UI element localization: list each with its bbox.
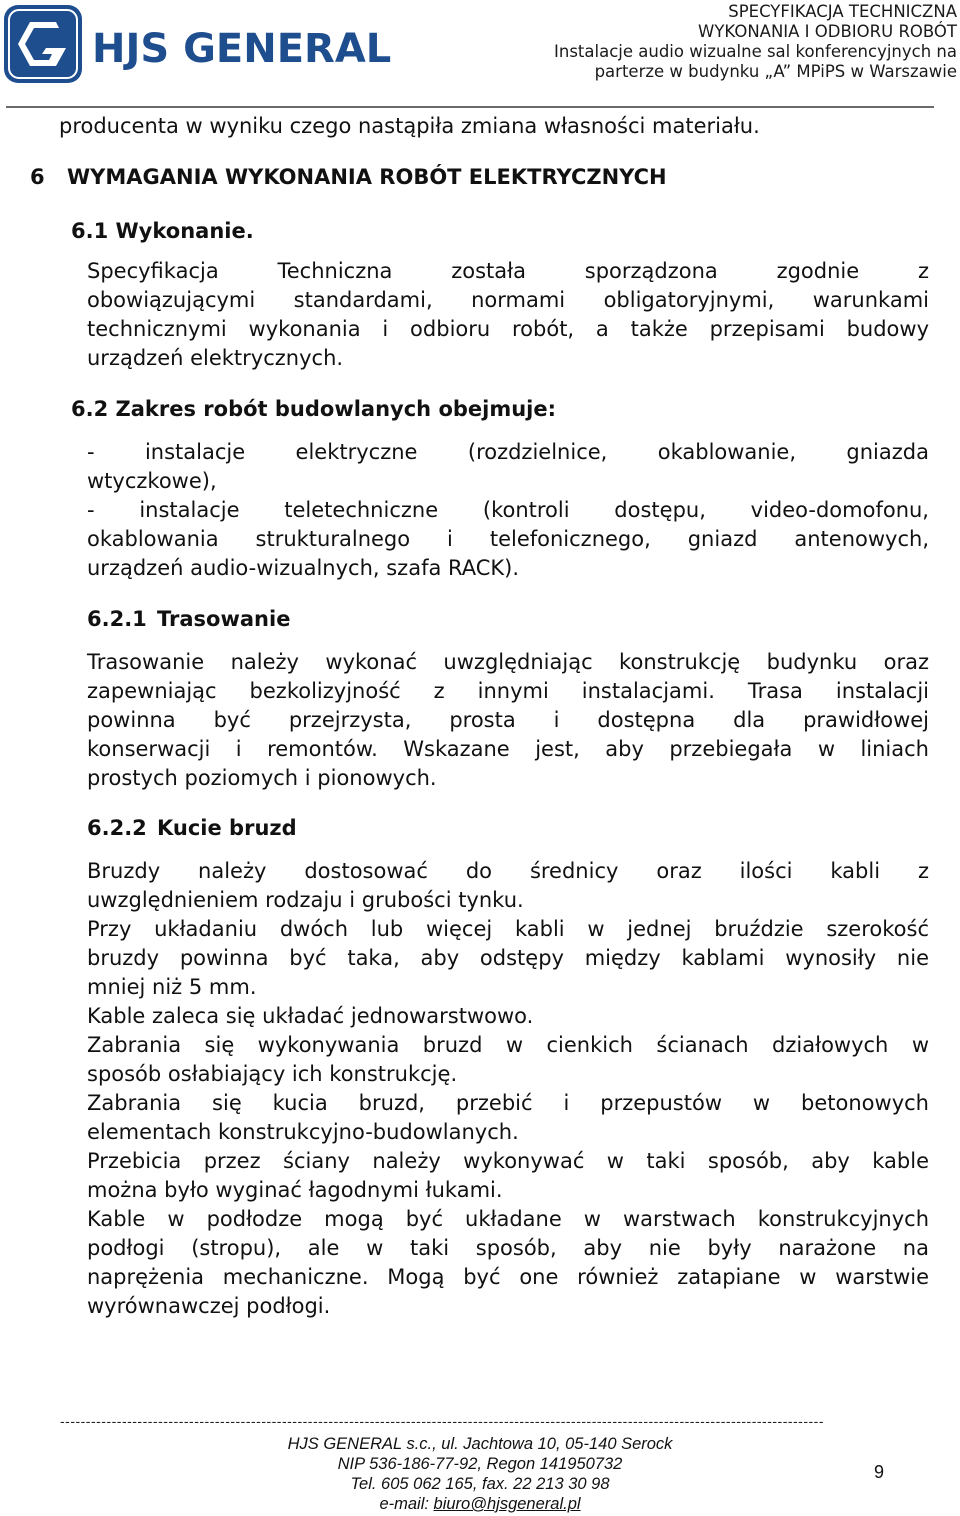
list-item: - instalacje teletechniczne (kontroli dostępu, video-domofonu,: [87, 498, 929, 522]
text-line: Przy układaniu dwóch lub więcej kabli w jednej bruździe szerokość: [87, 917, 929, 941]
text-line: Przebicia przez ściany należy wykonywać w taki sposób, aby kable: [87, 1149, 929, 1173]
footer-phone: Tel. 605 062 165, fax. 22 213 30 98: [350, 1475, 610, 1493]
footer-address: HJS GENERAL s.c., ul. Jachtowa 10, 05-140 Serock: [287, 1435, 673, 1453]
header-line: SPECYFIKACJA TECHNICZNA: [728, 2, 957, 21]
footer-email-line: [230, 1494, 730, 1514]
text-line: zapewniając bezkolizyjność z innymi instalacjami. Trasa instalacji: [87, 679, 929, 703]
text-line: podłogi (stropu), ale w taki sposób, aby nie były narażone na: [87, 1236, 929, 1260]
text-line: urządzeń elektrycznych.: [87, 346, 344, 370]
section-6-2-2-title: Kucie bruzd: [157, 816, 297, 840]
text-line: okablowania strukturalnego i telefonicznego, gniazd antenowych,: [87, 527, 929, 551]
text-line: Specyfikacja Techniczna została sporządzona zgodnie z: [87, 259, 929, 283]
page-header: [0, 0, 960, 104]
section-6-2-2-number: 6.2.2: [87, 816, 147, 840]
text-line: powinna być przejrzysta, prosta i dostępna dla prawidłowej: [87, 708, 929, 732]
text-line: sposób osłabiający ich konstrukcję.: [87, 1062, 458, 1086]
section-6-title: WYMAGANIA WYKONANIA ROBÓT ELEKTRYCZNYCH: [67, 165, 667, 189]
footer-tax-ids: NIP 536-186-77-92, Regon 141950732: [337, 1455, 623, 1473]
header-line: Instalacje audio wizualne sal konferencyjnych na: [554, 42, 957, 61]
text-line: obowiązującymi standardami, normami obligatoryjnymi, warunkami: [87, 288, 929, 312]
section-6-2-1-number: 6.2.1: [87, 607, 147, 631]
text-line: Zabrania się wykonywania bruzd w cienkich ścianach działowych w: [87, 1033, 929, 1057]
text-line: wyrównawczej podłogi.: [87, 1294, 331, 1318]
section-6-2-1-title: Trasowanie: [157, 607, 291, 631]
footer-email-label: e-mail:: [379, 1495, 434, 1513]
list-item: - instalacje elektryczne (rozdzielnice, okablowanie, gniazda: [87, 440, 929, 464]
text-line: Zabrania się kucia bruzd, przebić i przepustów w betonowych: [87, 1091, 929, 1115]
intro-paragraph: producenta w wyniku czego nastąpiła zmiana własności materiału.: [59, 114, 760, 138]
company-logo: [4, 2, 392, 86]
header-divider: [6, 106, 934, 108]
text-line: naprężenia mechaniczne. Mogą być one również zatapiane w warstwie: [87, 1265, 929, 1289]
text-line: Kable w podłodze mogą być układane w warstwach konstrukcyjnych: [87, 1207, 929, 1231]
header-line: WYKONANIA I ODBIORU ROBÓT: [698, 22, 957, 41]
text-line: wtyczkowe),: [87, 469, 217, 493]
section-6-2-title: 6.2 Zakres robót budowlanych obejmuje:: [71, 397, 557, 421]
text-line: technicznymi wykonania i odbioru robót, a także przepisami budowy: [87, 317, 929, 341]
logo-text: HJS GENERAL: [92, 26, 392, 72]
text-line: Kable zaleca się układać jednowarstwowo.: [87, 1004, 534, 1028]
email-link[interactable]: biuro@hjsgeneral.pl: [433, 1495, 581, 1513]
text-line: Trasowanie należy wykonać uwzględniając konstrukcję budynku oraz: [87, 650, 929, 674]
logo-graphic: [4, 2, 392, 86]
text-line: uwzględnieniem rodzaju i grubości tynku.: [87, 888, 524, 912]
text-line: elementach konstrukcyjno-budowlanych.: [87, 1120, 519, 1144]
section-6-number: 6: [30, 165, 45, 189]
text-line: Bruzdy należy dostosować do średnicy oraz ilości kabli z: [87, 859, 929, 883]
text-line: bruzdy powinna być taka, aby odstępy między kablami wynosiły nie: [87, 946, 929, 970]
text-line: mniej niż 5 mm.: [87, 975, 257, 999]
text-line: urządzeń audio-wizualnych, szafa RACK).: [87, 556, 520, 580]
text-line: konserwacji i remontów. Wskazane jest, aby przebiegała w liniach: [87, 737, 929, 761]
text-line: można było wyginać łagodnymi łukami.: [87, 1178, 503, 1202]
text-line: prostych poziomych i pionowych.: [87, 766, 437, 790]
section-6-1-title: 6.1 Wykonanie.: [71, 219, 254, 243]
header-title-block: [554, 2, 957, 82]
page-number: 9: [874, 1462, 885, 1482]
page-footer: [230, 1434, 730, 1514]
footer-divider: ----------------------------------------------------------------------------------------------------------------------------------------------------: [60, 1413, 824, 1429]
header-line: parterze w budynku „A” MPiPS w Warszawie: [594, 62, 957, 81]
